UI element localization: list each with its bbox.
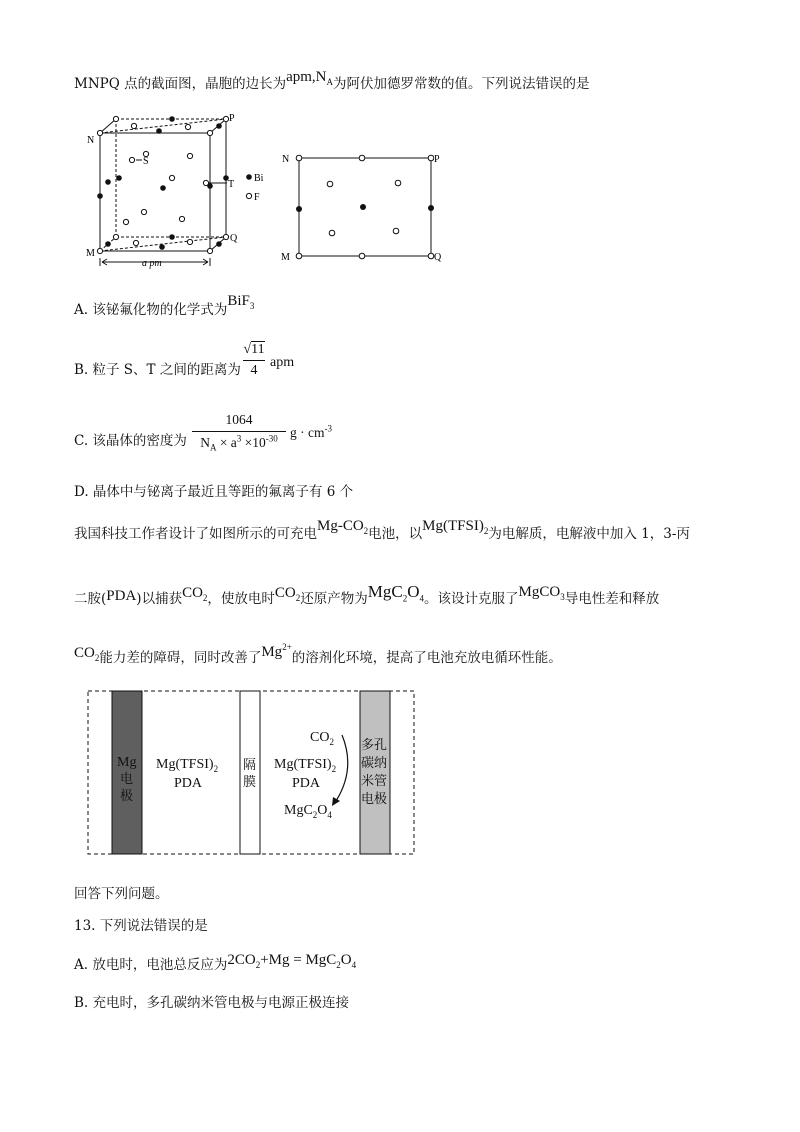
right-electrolyte-line-2: PDA — [292, 776, 321, 791]
mg-electrode-label-2: 电 — [120, 771, 134, 786]
formula-bif3: BiF$_3$ — [227, 293, 255, 311]
cell-label-S: S — [143, 156, 149, 167]
separator-label-2: 膜 — [243, 774, 257, 789]
q13-option-A: A. 放电时，电池总反应为$2CO_2+Mg = MgC_2O_4$ — [74, 952, 357, 973]
fraction-sqrt11-over-4: $\frac{√11}{4}$ — [243, 342, 265, 378]
answer-prompt: 回答下列问题。 — [74, 886, 169, 902]
cell-label-Q: Q — [230, 233, 238, 244]
mgc2o4-label: $MgC_2O_4$ — [284, 803, 332, 820]
intro-post: 为阿伏加德罗常数的值。下列说法错误的是 — [333, 76, 590, 92]
section-figure — [278, 150, 450, 268]
mg-electrode-label-1: Mg — [117, 755, 137, 770]
intro-line — [74, 69, 590, 92]
density-unit: $g \cdot cm^{-3}$ — [290, 423, 332, 440]
carbon-electrode-label-4: 电极 — [361, 791, 388, 806]
reduction-arrow — [336, 735, 348, 801]
carbon-electrode-label-1: 多孔 — [361, 737, 388, 752]
cell-label-P: P — [229, 113, 235, 124]
q12-option-C: C. 该晶体的密度为 — [74, 433, 187, 449]
carbon-electrode-label-2: 碳纳 — [361, 755, 388, 770]
right-electrolyte-line-1: $Mg(TFSI)_2$ — [274, 757, 337, 774]
passage-line-2: 二胺(PDA)以捕获$CO_2$，使放电时$CO_2$还原产物为$MgC_2O_4$。该设计克服了MgCO$_3$导电性差和释放 — [74, 582, 660, 607]
passage-line-1: 我国科技工作者设计了如图所示的可充电$Mg-CO_2$电池，以$Mg(TFSI)_2$为电解质，电解液中加入 1，3-丙 — [74, 518, 690, 542]
cell-label-N: N — [87, 135, 95, 146]
section-label-N: N — [282, 154, 290, 165]
formula-pda: PDA — [106, 588, 137, 604]
formula-co2: $CO_2$ — [182, 585, 208, 603]
q12-option-A: A. 该铋氟化物的化学式为BiF$_3$ — [74, 293, 255, 318]
discharge-equation: $2CO_2+Mg = MgC_2O_4$ — [227, 952, 357, 970]
distance-unit: apm — [270, 355, 295, 370]
left-electrolyte-line-1: $Mg(TFSI)_2$ — [156, 757, 219, 774]
intro-pre: MNPQ 点的截面图，晶胞的边长为 — [74, 76, 287, 92]
section-label-P: P — [434, 154, 440, 165]
section-label-M: M — [281, 252, 290, 263]
mg-electrode-label-3: 极 — [120, 788, 134, 803]
left-electrolyte-line-2: PDA — [174, 776, 203, 791]
cell-label-M: M — [86, 248, 95, 259]
formula-co2-b: $CO_2$ — [274, 585, 301, 603]
formula-mg-tfsi: $Mg(TFSI)_2$ — [422, 518, 489, 536]
carbon-electrode-label-3: 米管 — [361, 773, 388, 788]
density-fraction: $\frac{1064}{N_A \times a^3 \times 10^{-30}}$ — [192, 412, 286, 451]
formula-co2-c: $CO_2$ — [74, 645, 100, 663]
separator-label-1: 隔 — [243, 757, 257, 772]
formula-mg2plus: $Mg^{2+}$ — [261, 642, 292, 660]
formula-mg-co2: $Mg-CO_2$ — [317, 518, 369, 536]
q13-option-B: B. 充电时，多孔碳纳米管电极与电源正极连接 — [74, 995, 350, 1011]
q12-option-B: B. 粒子 S、T 之间的距离为 — [74, 362, 241, 378]
unit-cell-figure — [84, 108, 284, 270]
intro-edge-formula: $apm,N_A$ — [286, 69, 333, 87]
formula-mgc2o4: $MgC_2O_4$ — [367, 582, 425, 604]
reduction-arrowhead — [332, 797, 340, 806]
co2-label: $CO_2$ — [310, 730, 334, 747]
q13-stem: 13. 下列说法错误的是 — [74, 918, 208, 934]
legend-bi: Bi — [254, 173, 264, 184]
battery-figure — [86, 689, 418, 857]
cell-label-T: T — [228, 179, 235, 190]
passage-line-3: $CO_2$能力差的障碍，同时改善了$Mg^{2+}$的溶剂化环境，提高了电池充放电循环性能。 — [74, 642, 562, 666]
cell-edge-label: a pm — [142, 258, 162, 269]
legend-f: F — [254, 192, 260, 203]
q12-option-D: D. 晶体中与铋离子最近且等距的氟离子有 6 个 — [74, 484, 354, 500]
section-label-Q: Q — [434, 252, 442, 263]
separator — [240, 691, 260, 854]
formula-mgco3: MgCO$_3$ — [518, 584, 565, 602]
